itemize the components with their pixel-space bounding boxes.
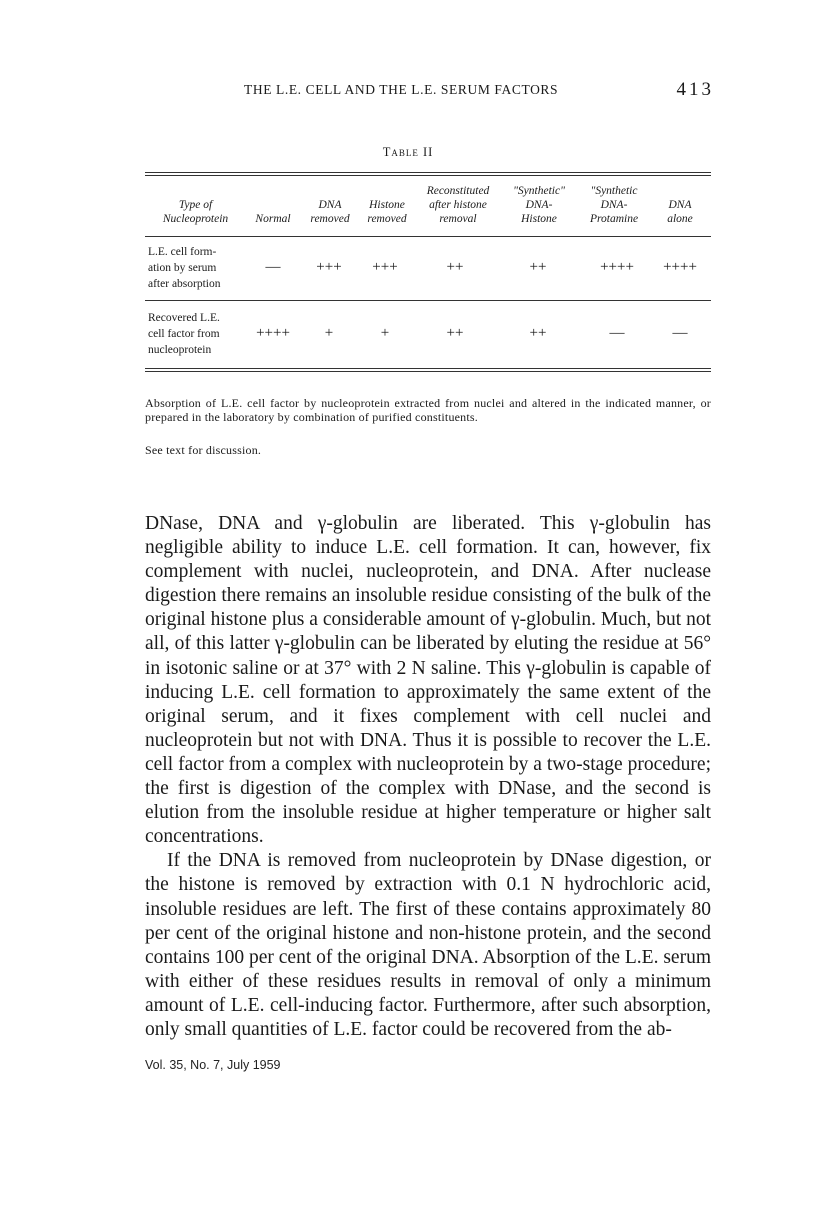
table-cell: +: [324, 325, 334, 341]
table-cell: ++: [529, 259, 547, 275]
table-cell: —: [672, 325, 688, 341]
table-cell: ++: [446, 259, 464, 275]
col-header-dna-removed: DNA removed: [310, 199, 350, 225]
col-header-type: Type of Nucleoprotein: [162, 199, 229, 225]
table-top-rule-double: [145, 175, 711, 176]
table-cell: —: [609, 325, 625, 341]
row-label-formation: L.E. cell form- ation by serum after absorption: [148, 246, 221, 290]
paragraph: If the DNA is removed from nucleoprotein by DNase digestion, or the histone is removed by extraction with 0.1 N hydrochloric acid, insoluble residues are left. The first of these contains approximately 80 per cent of the original histone and non-histone protein, and the second contains 100 per cent of the original DNA. Absorption of the L.E. serum with either of these residues results in removal of only a minimum amount of L.E. cell-inducing factor. Furthermore, after such absorption, only small quantities of L.E. factor could be recovered from the ab-: [145, 850, 711, 1040]
table-cell: ++++: [600, 259, 634, 275]
table-cell: +: [380, 325, 390, 341]
table-footnote: Absorption of L.E. cell factor by nucleoprotein extracted from nuclei and altered in the indicated manner, or prepared in the laboratory by combination of purified constituents.: [145, 396, 711, 424]
table-cell: ++: [446, 325, 464, 341]
table-cell: +++: [372, 259, 398, 275]
col-header-normal: Normal: [255, 213, 291, 225]
row-label-recovered: Recovered L.E. cell factor from nucleoprotein: [148, 312, 220, 356]
table-bottom-rule-double: [145, 371, 711, 372]
table-caption: Table II: [382, 145, 434, 159]
col-header-histone-removed: Histone removed: [367, 199, 407, 225]
body-text: [145, 512, 711, 1042]
table-row-divider: [145, 300, 711, 301]
table-header-rule: [145, 236, 711, 237]
table-bottom-rule: [145, 368, 711, 369]
col-header-synthetic-histone: "Synthetic" DNA- Histone: [513, 185, 565, 225]
page-number: 413: [676, 79, 714, 100]
col-header-dna-alone: DNA alone: [667, 199, 693, 225]
running-head-title: THE L.E. CELL AND THE L.E. SERUM FACTORS: [244, 82, 559, 97]
table-cell: ++++: [663, 259, 697, 275]
table-cell: ++: [529, 325, 547, 341]
table-footnote-see-text: See text for discussion.: [145, 443, 262, 457]
table-cell: ++++: [256, 325, 290, 341]
col-header-reconstituted: Reconstituted after histone removal: [426, 185, 490, 225]
table-cell: +++: [316, 259, 342, 275]
table-top-rule: [145, 172, 711, 173]
paragraph: DNase, DNA and γ-globulin are liberated. This γ-globulin has negligible ability to induce L.E. cell formation. It can, however, fix complement with nuclei, nucleoprotein, and DNA. After nuclease digestion there remains an insoluble residue consisting of the bulk of the original histone plus a considerable amount of γ-globulin. Much, but not all, of this latter γ-globulin can be liberated by eluting the residue at 56° in isotonic saline or at 37° with 2 N saline. This γ-globulin is capable of inducing L.E. cell formation to approximately the same extent of the original serum, and it fixes complement with cell nuclei and nucleoprotein but not with DNA. Thus it is possible to recover the L.E. cell factor from a complex with nucleoprotein by a two-stage procedure; the first is digestion of the complex with DNase, and the second is elution from the insoluble residue at higher temperature or higher salt concentrations.: [145, 513, 711, 848]
footer-citation: Vol. 35, No. 7, July 1959: [145, 1058, 281, 1072]
col-header-synthetic-protamine: "Synthetic DNA- Protamine: [589, 185, 639, 225]
table-cell: —: [265, 259, 281, 275]
